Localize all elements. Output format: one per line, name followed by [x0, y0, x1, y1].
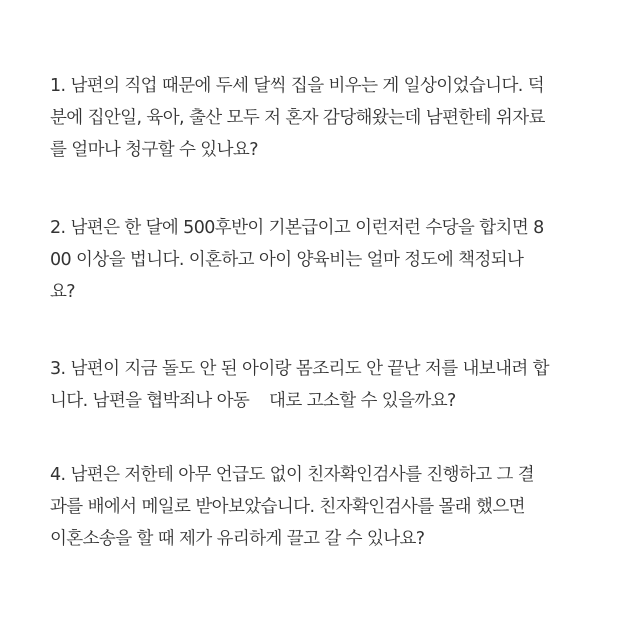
question-4-line-2: 과를 배에서 메일로 받아보았습니다. 친자확인검사를 몰래 했으면	[50, 497, 525, 517]
question-1-line-1: 1. 남편의 직업 때문에 두세 달씩 집을 비우는 게 일상이었습니다. 덕	[50, 76, 545, 96]
question-2	[50, 212, 610, 308]
question-2-line-2: 00 이상을 법니다. 이혼하고 아이 양육비는 얼마 정도에 책정되나	[50, 250, 524, 270]
question-1	[50, 70, 610, 166]
question-4-line-3: 이혼소송을 할 때 제가 유리하게 끌고 갈 수 있나요?	[50, 529, 425, 549]
question-4-line-1: 4. 남편은 저한테 아무 언급도 없이 친자확인검사를 진행하고 그 결	[50, 465, 535, 485]
question-3-line-1: 3. 남편이 지금 돌도 안 된 아이랑 몸조리도 안 끝난 저를 내보내려 합	[50, 359, 549, 379]
question-3	[50, 353, 610, 417]
question-1-line-2: 분에 집안일, 육아, 출산 모두 저 혼자 감당해왔는데 남편한테 위자료	[50, 108, 545, 128]
question-2-line-3: 요?	[50, 282, 75, 302]
question-2-line-1: 2. 남편은 한 달에 500후반이 기본급이고 이런저런 수당을 합치면 8	[50, 218, 544, 238]
question-3-line-2: 니다. 남편을 협박죄나 아동 대로 고소할 수 있을까요?	[50, 391, 456, 411]
question-4	[50, 459, 610, 555]
question-1-line-3: 를 얼마나 청구할 수 있나요?	[50, 140, 258, 160]
